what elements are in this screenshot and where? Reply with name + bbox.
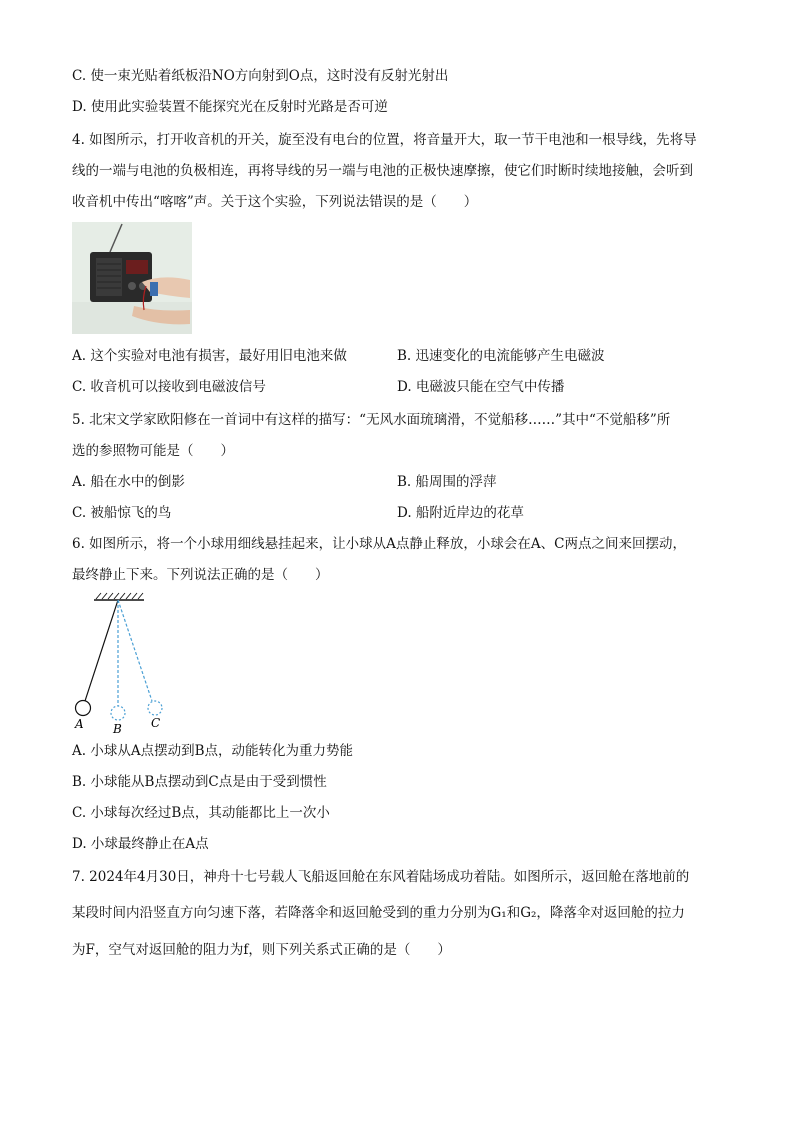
pendulum-diagram: [70, 588, 180, 738]
q4-option-b: B. 迅速变化的电流能够产生电磁波: [397, 348, 605, 364]
q4-stem-line1: 4. 如图所示，打开收音机的开关，旋至没有电台的位置，将音量开大，取一节干电池和一根导线，先将导: [72, 132, 697, 148]
q5-option-c: C. 被船惊飞的鸟: [72, 505, 172, 521]
ball-a: [76, 701, 91, 716]
q5-stem-line2: 选的参照物可能是（ ）: [72, 443, 234, 459]
q5-option-b: B. 船周围的浮萍: [397, 474, 497, 490]
label-c: C: [151, 716, 161, 730]
ball-b: [111, 706, 125, 720]
q6-stem-line2: 最终静止下来。下列说法正确的是（ ）: [72, 567, 329, 583]
q6-option-b: B. 小球能从B点摆动到C点是由于受到惯性: [72, 774, 327, 790]
q6-option-a: A. 小球从A点摆动到B点，动能转化为重力势能: [72, 743, 354, 759]
q4-option-d: D. 电磁波只能在空气中传播: [397, 379, 565, 395]
ball-c: [148, 701, 162, 715]
q6-stem-line1: 6. 如图所示，将一个小球用细线悬挂起来，让小球从A点静止释放，小球会在A、C两点之间来回摆动，: [72, 536, 686, 552]
q3-option-d: D. 使用此实验装置不能探究光在反射时光路是否可逆: [72, 99, 388, 115]
q4-stem-line3: 收音机中传出“喀喀”声。关于这个实验，下列说法错误的是（ ）: [72, 194, 478, 210]
q4-stem-line2: 线的一端与电池的负极相连，再将导线的另一端与电池的正极快速摩擦，使它们时断时续地接触，会听到: [72, 163, 693, 179]
radio-experiment-photo: [72, 222, 192, 334]
q4-option-c: C. 收音机可以接收到电磁波信号: [72, 379, 266, 395]
string-c: [118, 600, 152, 701]
q6-option-d: D. 小球最终静止在A点: [72, 836, 209, 852]
q7-stem-line3: 为F，空气对返回舱的阻力为f，则下列关系式正确的是（ ）: [72, 942, 451, 958]
q5-option-a: A. 船在水中的倒影: [72, 474, 185, 490]
q5-stem-line1: 5. 北宋文学家欧阳修在一首词中有这样的描写：“无风水面琉璃滑，不觉船移……”其中“不觉船移”所: [72, 412, 671, 428]
label-b: B: [113, 722, 122, 736]
q6-option-c: C. 小球每次经过B点，其动能都比上一次小: [72, 805, 330, 821]
string-a: [85, 600, 118, 701]
q5-option-d: D. 船附近岸边的花草: [397, 505, 524, 521]
q7-stem-line2: 某段时间内沿竖直方向匀速下落，若降落伞和返回舱受到的重力分别为G₁和G₂，降落伞对返回舱的拉力: [72, 905, 685, 921]
label-a: A: [75, 717, 84, 731]
q3-option-c: C. 使一束光贴着纸板沿NO方向射到O点，这时没有反射光射出: [72, 68, 449, 84]
q4-option-a: A. 这个实验对电池有损害，最好用旧电池来做: [72, 348, 347, 364]
q7-stem-line1: 7. 2024年4月30日，神舟十七号载人飞船返回舱在东风着陆场成功着陆。如图所示，返回舱在落地前的: [72, 869, 690, 885]
